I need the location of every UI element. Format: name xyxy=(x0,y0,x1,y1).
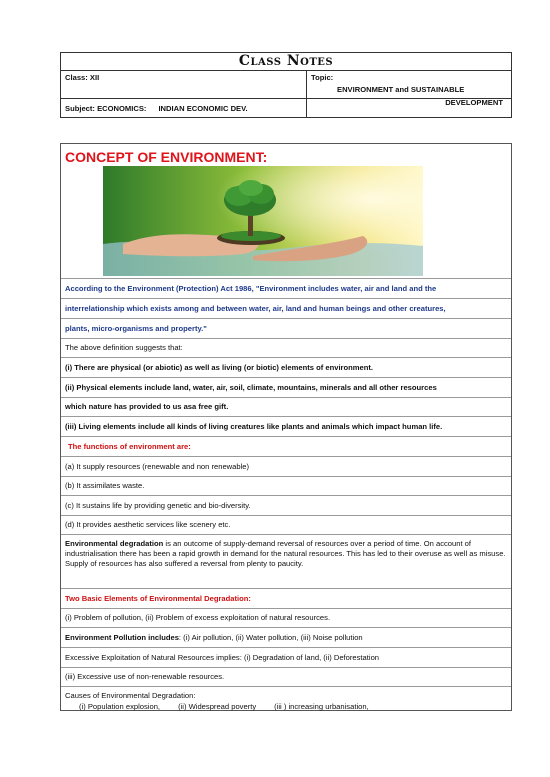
degradation-text: is an outcome of supply-demand reversal of resources over a period of time. On account of industrialisation there has been a rapid growth in demand for the natural resources. This has led to their overuse as well as misuse. Supply of resources has also suffered a reversal from plenty to paucity. xyxy=(65,539,506,568)
section-title: CONCEPT OF ENVIRONMENT: xyxy=(65,148,268,165)
point-2b: which nature has provided to us asa free gift. xyxy=(61,398,511,417)
causes-row xyxy=(61,687,511,715)
point-2a: (ii) Physical elements include land, water, air, soil, climate, mountains, minerals and all other resources xyxy=(61,378,511,398)
content-table xyxy=(60,143,512,711)
function-a: (a) It supply resources (renewable and non renewable) xyxy=(61,457,511,477)
functions-title-text: The functions of environment are: xyxy=(68,441,191,451)
header-row-class-topic xyxy=(61,71,511,99)
pollution-text: : (i) Air pollution, (ii) Water pollution, (iii) Noise pollution xyxy=(178,632,363,642)
definition-line-1: According to the Environment (Protection) Act 1986, "Environment includes water, air and land and the xyxy=(61,279,511,299)
notes-title: Class Notes xyxy=(61,53,511,71)
subject-label: Subject: ECONOMICS: xyxy=(65,103,147,113)
pollution-row xyxy=(61,628,511,648)
exploitation-row: Excessive Exploitation of Natural Resources implies: (i) Degradation of land, (ii) Deforestation xyxy=(61,648,511,668)
function-c: (c) It sustains life by providing genetic and bio-diversity. xyxy=(61,496,511,516)
causes-list xyxy=(79,702,507,712)
topic-line2: DEVELOPMENT xyxy=(445,98,503,107)
header-row-subject xyxy=(61,99,511,117)
definition-suggests: The above definition suggests that: xyxy=(61,339,511,358)
header-table xyxy=(60,52,512,118)
functions-title xyxy=(61,437,511,457)
topic-line1: ENVIRONMENT and SUSTAINABLE xyxy=(337,85,465,94)
hands-holding-tree-image xyxy=(103,166,423,276)
subject-cell xyxy=(61,99,307,117)
class-label: Class: XII xyxy=(61,71,307,98)
causes-title: Causes of Environmental Degradation: xyxy=(65,691,196,700)
point-1: (i) There are physical (or abiotic) as well as living (or biotic) elements of environment. xyxy=(61,358,511,378)
subject-value: INDIAN ECONOMIC DEV. xyxy=(158,103,248,113)
two-basic-title: Two Basic Elements of Environmental Degradation: xyxy=(61,589,511,609)
definition-line-3: plants, micro-organisms and property." xyxy=(61,319,511,339)
function-d: (d) It provides aesthetic services like scenery etc. xyxy=(61,516,511,535)
cause-item: (iii ) increasing urbanisation, xyxy=(274,701,369,711)
degradation-term: Environmental degradation xyxy=(65,539,164,548)
point-3: (iii) Living elements include all kinds of living creatures like plants and animals which impact human life. xyxy=(61,417,511,437)
two-basic-text: (i) Problem of pollution, (ii) Problem of excess exploitation of natural resources. xyxy=(61,609,511,628)
cause-item: (ii) Widespread poverty xyxy=(178,701,257,711)
function-b: (b) It assimilates waste. xyxy=(61,477,511,496)
excessive-use-row: (iii) Excessive use of non-renewable resources. xyxy=(61,668,511,687)
cause-item: (i) Population explosion, xyxy=(79,701,161,711)
image-cell xyxy=(61,166,511,279)
pollution-term: Environment Pollution includes xyxy=(65,632,179,642)
definition-line-2: interrelationship which exists among and between water, air, land and human beings and other creatures, xyxy=(61,299,511,319)
degradation-paragraph xyxy=(61,535,511,589)
topic-cell-2 xyxy=(307,99,511,117)
topic-cell xyxy=(307,71,511,98)
topic-label: Topic: xyxy=(311,73,334,82)
